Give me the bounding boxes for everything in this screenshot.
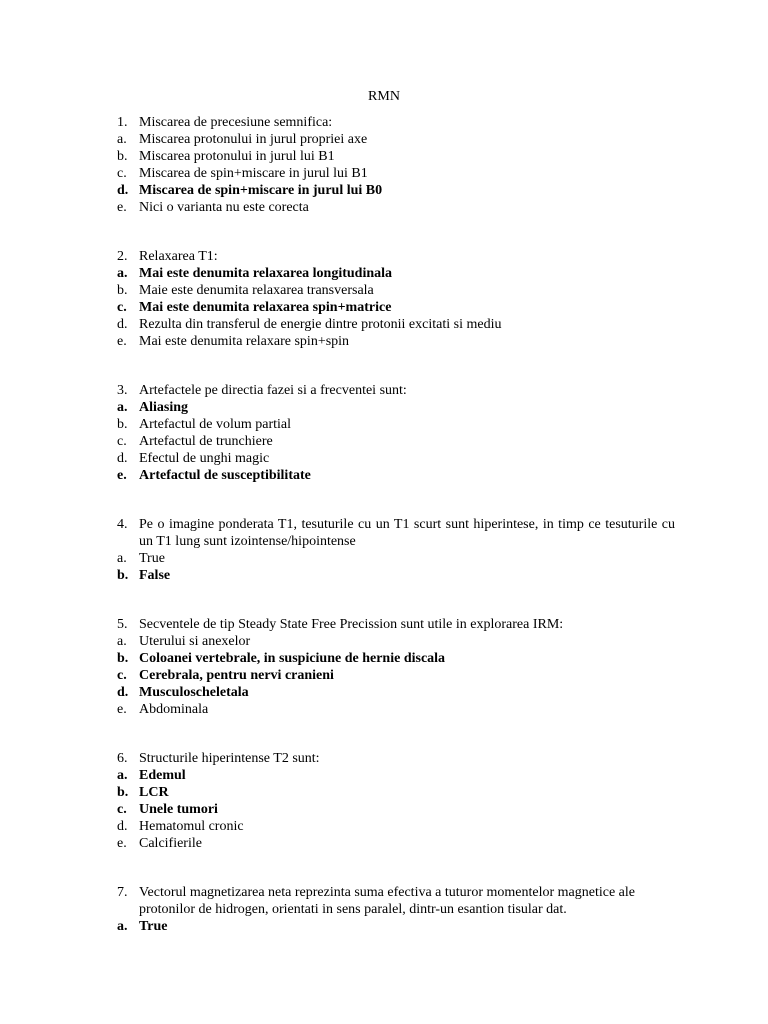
answer-option (117, 282, 675, 299)
question-text: Secventele de tip Steady State Free Precission sunt utile in explorarea IRM: (139, 617, 564, 632)
question-number: 2. (117, 249, 128, 264)
answer-option (117, 416, 675, 433)
answer-text: True (139, 551, 165, 566)
answer-text: Artefactul de trunchiere (139, 434, 273, 449)
question-row (117, 616, 675, 633)
answer-option-correct (117, 650, 675, 667)
answer-letter: c. (117, 300, 127, 315)
answer-text: Rezulta din transferul de energie dintre protonii excitati si mediu (139, 317, 502, 332)
question-6 (117, 750, 675, 852)
answer-option (117, 316, 675, 333)
answer-option (117, 433, 675, 450)
answer-text: Artefactul de volum partial (139, 417, 291, 432)
answer-letter: d. (117, 819, 128, 834)
answer-option-correct (117, 299, 675, 316)
answer-letter: a. (117, 551, 127, 566)
question-number: 4. (117, 517, 128, 532)
question-3 (117, 382, 675, 484)
answer-text: Edemul (139, 768, 186, 783)
question-text: Vectorul magnetizarea neta reprezinta suma efectiva a tuturor momentelor magnetice ale protonilor de hidrogen, orientati in sens paralel, dintr-un esantion tisular dat. (139, 885, 635, 917)
answer-text: Artefactul de susceptibilitate (139, 468, 311, 483)
answer-option (117, 450, 675, 467)
answer-option-correct (117, 767, 675, 784)
answer-letter: a. (117, 132, 127, 147)
answer-letter: e. (117, 334, 127, 349)
answer-letter: e. (117, 702, 127, 717)
question-text: Miscarea de precesiune semnifica: (139, 115, 333, 130)
question-row (117, 248, 675, 265)
answer-option-correct (117, 801, 675, 818)
answer-letter: b. (117, 785, 129, 800)
answer-text: Uterului si anexelor (139, 634, 251, 649)
answer-letter: b. (117, 149, 128, 164)
question-5 (117, 616, 675, 718)
answer-letter: a. (117, 400, 128, 415)
question-number: 1. (117, 115, 128, 130)
answer-option (117, 633, 675, 650)
answer-letter: a. (117, 266, 128, 281)
question-2 (117, 248, 675, 350)
answer-letter: e. (117, 468, 127, 483)
answer-text: Aliasing (139, 400, 189, 415)
answer-option-correct (117, 182, 675, 199)
answer-text: Coloanei vertebrale, in suspiciune de hernie discala (139, 651, 446, 666)
answer-text: Cerebrala, pentru nervi cranieni (139, 668, 334, 683)
answer-text: Miscarea protonului in jurul lui B1 (139, 149, 335, 164)
question-number: 3. (117, 383, 128, 398)
question-row (117, 382, 675, 399)
question-4 (117, 516, 675, 584)
answer-letter: a. (117, 919, 128, 934)
answer-text: Mai este denumita relaxare spin+spin (139, 334, 350, 349)
question-number: 6. (117, 751, 128, 766)
answer-text: Unele tumori (139, 802, 218, 817)
answer-option (117, 835, 675, 852)
answer-text: Musculoscheletala (139, 685, 249, 700)
answer-letter: d. (117, 183, 129, 198)
question-text: Artefactele pe directia fazei si a frecventei sunt: (139, 383, 407, 398)
question-row (117, 884, 675, 918)
answer-option (117, 148, 675, 165)
answer-option (117, 550, 675, 567)
answer-option (117, 333, 675, 350)
answer-letter: e. (117, 200, 127, 215)
answer-text: Nici o varianta nu este corecta (139, 200, 309, 215)
answer-text: Maie este denumita relaxarea transversala (139, 283, 374, 298)
answer-text: LCR (139, 785, 169, 800)
answer-text: False (139, 568, 171, 583)
answer-option (117, 165, 675, 182)
answer-letter: d. (117, 685, 129, 700)
answer-option-correct (117, 567, 675, 584)
answer-letter: b. (117, 417, 128, 432)
answer-option-correct (117, 265, 675, 282)
answer-letter: a. (117, 634, 127, 649)
answer-option-correct (117, 667, 675, 684)
question-row (117, 516, 675, 550)
answer-option-correct (117, 784, 675, 801)
question-7 (117, 884, 675, 935)
answer-letter: b. (117, 651, 129, 666)
question-number: 5. (117, 617, 128, 632)
answer-letter: c. (117, 166, 127, 181)
answer-text: Miscarea de spin+miscare in jurul lui B1 (139, 166, 368, 181)
answer-option (117, 701, 675, 718)
answer-letter: c. (117, 668, 127, 683)
question-text: Relaxarea T1: (139, 249, 218, 264)
answer-option-correct (117, 467, 675, 484)
answer-option-correct (117, 918, 675, 935)
question-row (117, 114, 675, 131)
answer-text: Mai este denumita relaxarea longitudinala (139, 266, 393, 281)
answer-text: Hematomul cronic (139, 819, 244, 834)
answer-letter: d. (117, 451, 128, 466)
question-text: Structurile hiperintense T2 sunt: (139, 751, 320, 766)
answer-option (117, 131, 675, 148)
answer-option (117, 199, 675, 216)
answer-letter: c. (117, 434, 127, 449)
answer-text: Calcifierile (139, 836, 202, 851)
answer-option-correct (117, 399, 675, 416)
answer-option-correct (117, 684, 675, 701)
answer-letter: c. (117, 802, 127, 817)
question-number: 7. (117, 885, 128, 900)
answer-text: Abdominala (139, 702, 209, 717)
document-title: RMN (368, 89, 400, 104)
answer-text: Miscarea protonului in jurul propriei axe (139, 132, 368, 147)
answer-text: True (139, 919, 168, 934)
answer-letter: b. (117, 568, 129, 583)
answer-text: Mai este denumita relaxarea spin+matrice (139, 300, 392, 315)
question-row (117, 750, 675, 767)
question-text: Pe o imagine ponderata T1, tesuturile cu un T1 scurt sunt hiperintese, in timp ce tesuturile cu un T1 lung sunt izointense/hipointense (139, 517, 675, 549)
question-1 (117, 114, 675, 216)
answer-option (117, 818, 675, 835)
answer-text: Miscarea de spin+miscare in jurul lui B0 (139, 183, 383, 198)
answer-letter: b. (117, 283, 128, 298)
answer-text: Efectul de unghi magic (139, 451, 270, 466)
answer-letter: a. (117, 768, 128, 783)
answer-letter: e. (117, 836, 127, 851)
answer-letter: d. (117, 317, 128, 332)
